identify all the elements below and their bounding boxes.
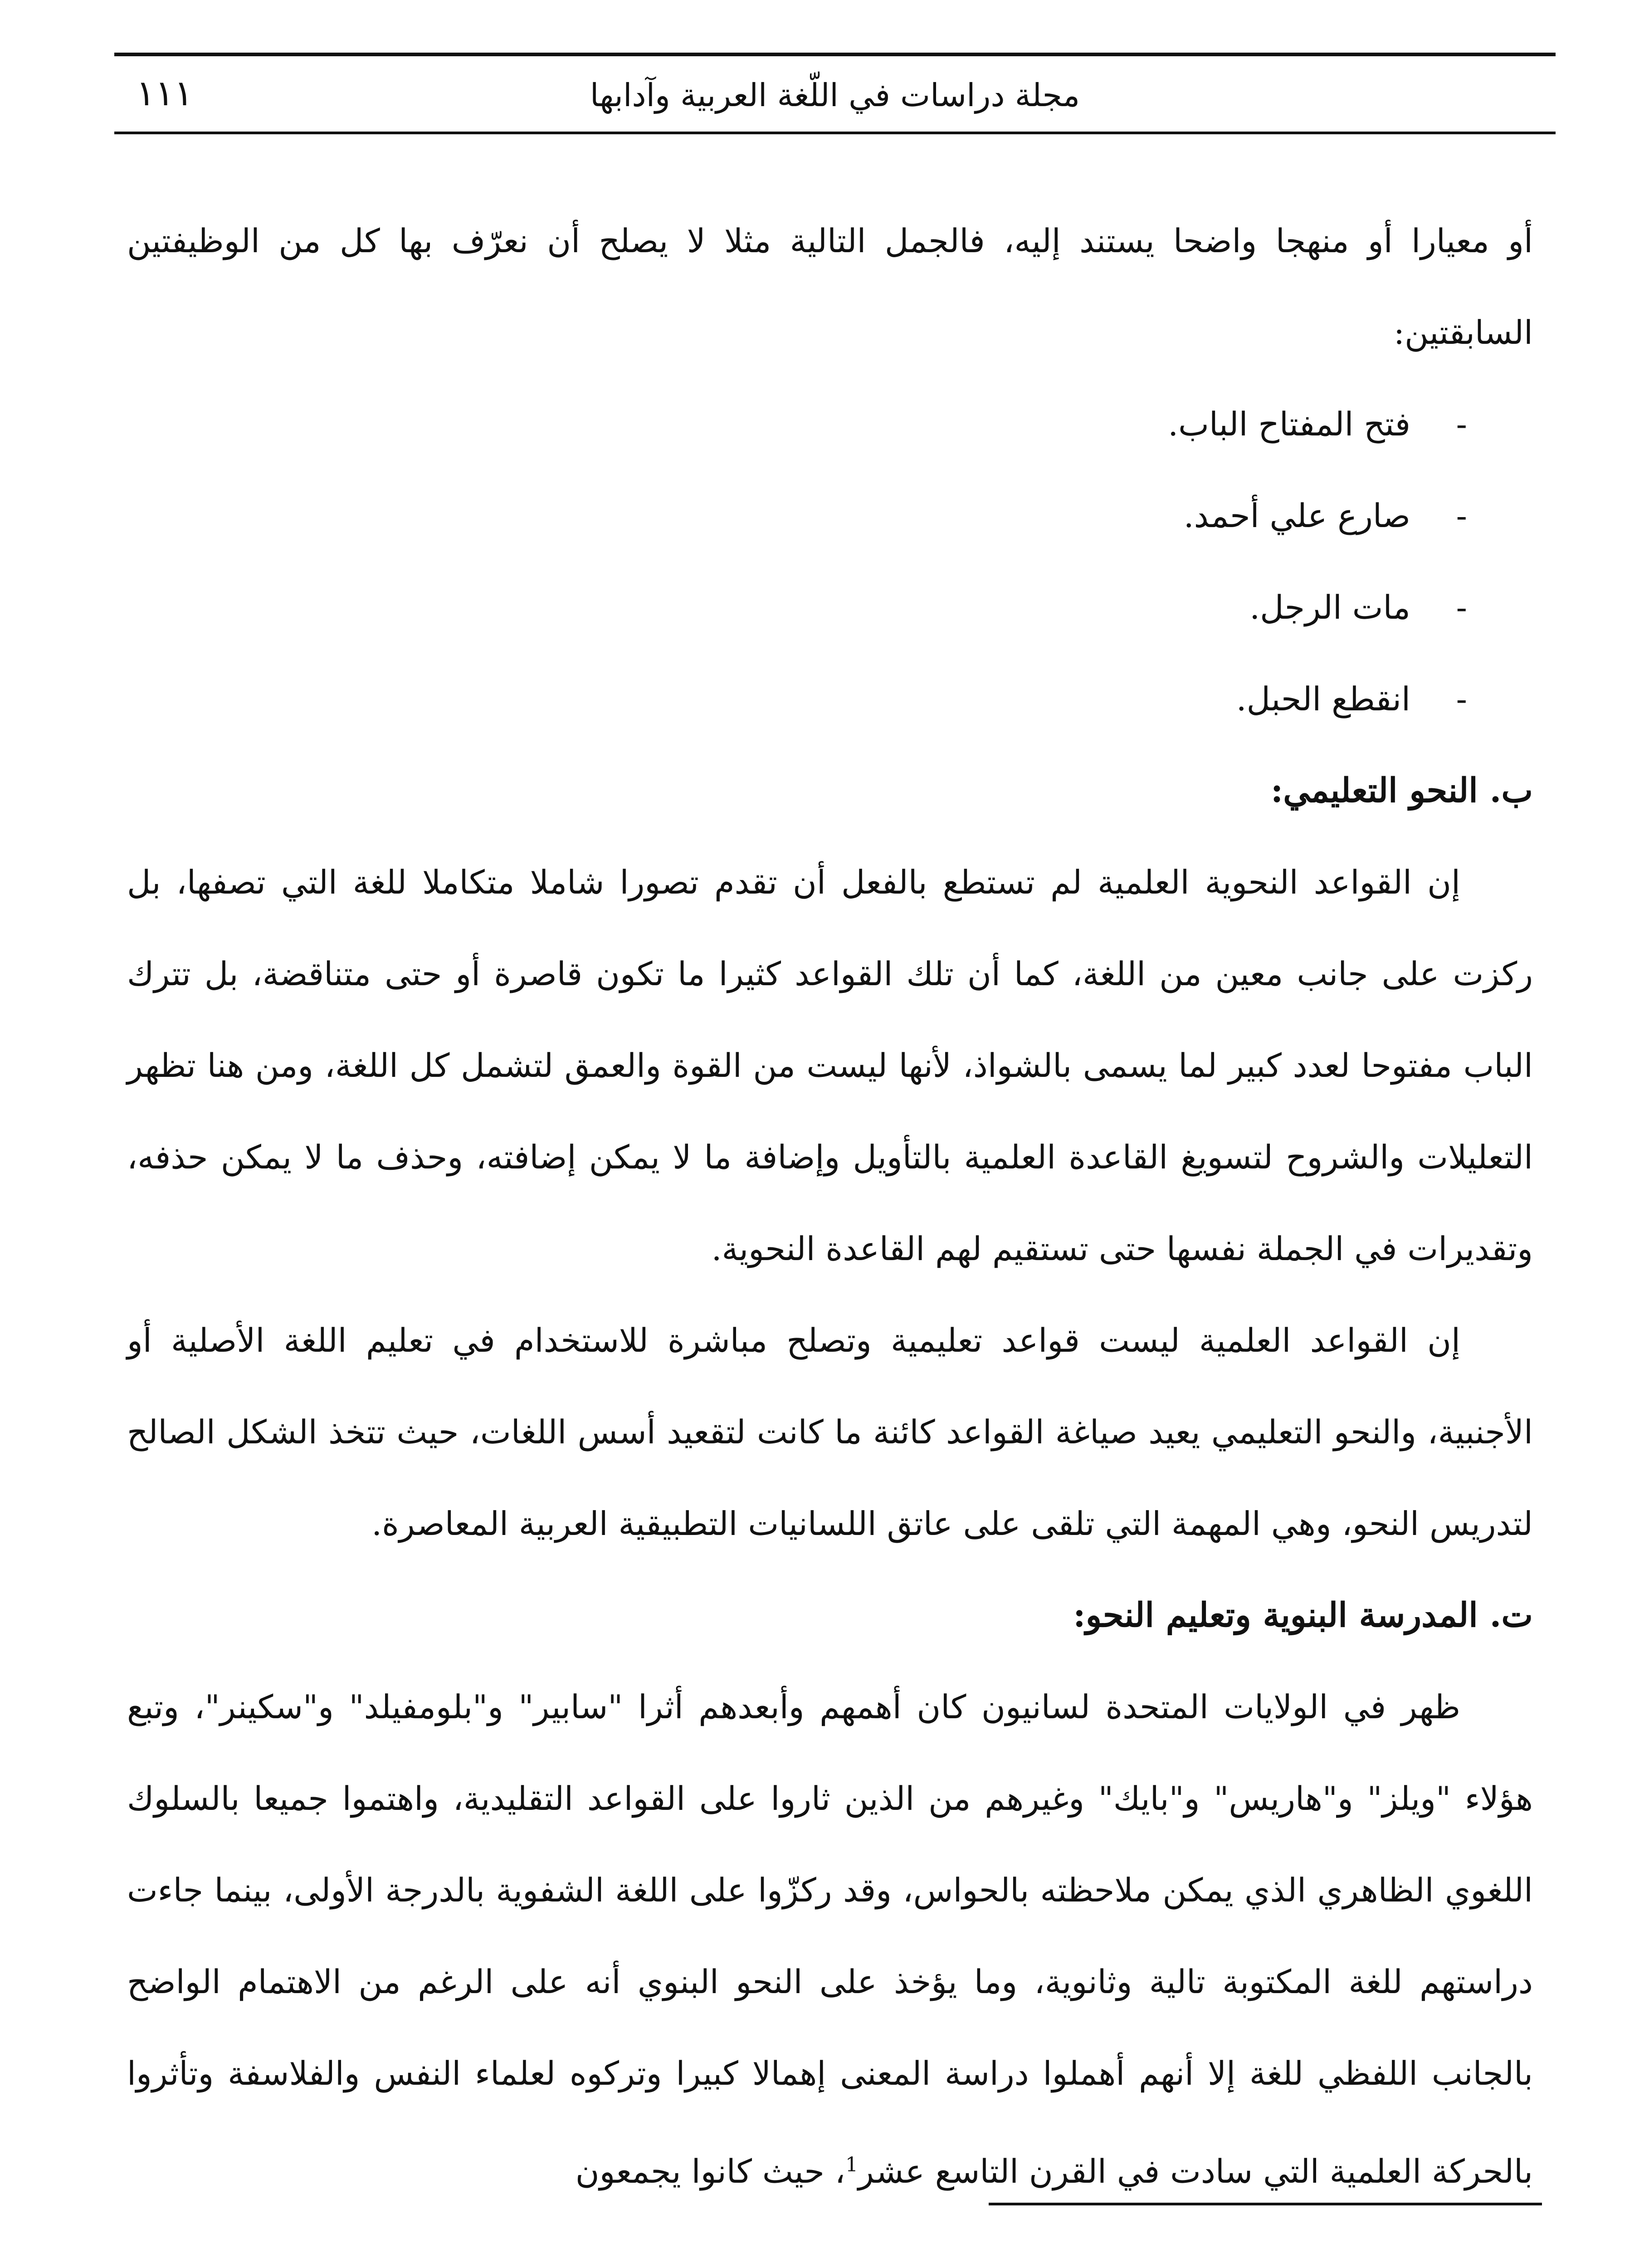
example-sentence xyxy=(127,653,1467,745)
dash-marker: - xyxy=(1456,405,1467,443)
section-b-paragraph-2: إن القواعد العلمية ليست قواعد تعليمية وتصلح مباشرة للاستخدام في تعليم اللغة الأصلية أو الأجنبية، والنحو التعليمي يعيد صياغة القواعد كائنة ما كانت لتقعيد أسس اللغات، حيث تتخذ الشكل الصالح لتدريس النحو، وهي المهمة التي تلقى على عاتق اللسانيات التطبيقية العربية المعاصرة. xyxy=(127,1321,1533,1543)
section-t-heading: ت. المدرسة البنوية وتعليم النحو: xyxy=(1073,1596,1533,1635)
journal-title: مجلة دراسات في اللّغة العربية وآدابها xyxy=(590,77,1080,114)
footnote-separator xyxy=(989,2203,1542,2205)
example-sentence xyxy=(127,378,1467,470)
dash-marker: - xyxy=(1456,680,1467,718)
section-t-paragraph-1 xyxy=(127,1661,1533,2217)
dash-marker: - xyxy=(1456,497,1467,535)
header-top-rule xyxy=(114,53,1556,56)
intro-paragraph: أو معيارا أو منهجا واضحا يستند إليه، فالجمل التالية مثلا لا يصلح أن نعرّف بها كل من الوظيفتين السابقتين: xyxy=(127,222,1533,352)
page-body xyxy=(127,195,1533,2217)
header-bottom-rule xyxy=(114,132,1556,134)
dash-marker: - xyxy=(1456,588,1467,626)
example-text: انقطع الحبل. xyxy=(1236,680,1410,718)
footnote-reference: 1 xyxy=(845,2153,858,2176)
section-b-heading: ب. النحو التعليمي: xyxy=(1270,771,1533,810)
example-text: صارع علي أحمد. xyxy=(1183,497,1410,535)
section-t-paragraph-tail: ، حيث كانوا يجمعون xyxy=(575,2152,845,2190)
section-b-paragraph-1: إن القواعد النحوية العلمية لم تستطع بالفعل أن تقدم تصورا شاملا متكاملا للغة التي تصفها، بل ركزت على جانب معين من اللغة، كما أن تلك القواعد كثيرا ما تكون قاصرة أو حتى متناقضة، بل تترك الباب مفتوحا لعدد كبير لما يسمى بالشواذ، لأنها ليست من القوة والعمق لتشمل كل اللغة، ومن هنا تظهر التعليلات والشروح لتسويغ القاعدة العلمية بالتأويل وإضافة ما لا يمكن إضافته، وحذف ما لا يمكن حذفه، وتقديرات في الجملة نفسها حتى تستقيم لهم القاعدة النحوية. xyxy=(127,863,1533,1268)
page-number: ١١١ xyxy=(136,73,193,114)
section-t-paragraph-text: ظهر في الولايات المتحدة لسانيون كان أهمهم وأبعدهم أثرا "سابير" و"بلومفيلد" و"سكينر"، وتبع هؤلاء "ويلز" و"هاريس" و"بايك" وغيرهم من الذين ثاروا على القواعد التقليدية، واهتموا جميعا بالسلوك اللغوي الظاهري الذي يمكن ملاحظته بالحواس، وقد ركزّوا على اللغة الشفوية بالدرجة الأولى، بينما جاءت دراستهم للغة المكتوبة تالية وثانوية، وما يؤخذ على النحو البنوي أنه على الرغم من الاهتمام الواضح بالجانب اللفظي للغة إلا أنهم أهملوا دراسة المعنى إهمالا كبيرا وتركوه لعلماء النفس والفلاسفة وتأثروا بالحركة العلمية التي سادت في القرن التاسع عشر xyxy=(127,1688,1533,2190)
example-text: مات الرجل. xyxy=(1249,588,1410,626)
example-sentence xyxy=(127,470,1467,562)
example-sentence xyxy=(127,562,1467,653)
example-sentences-list xyxy=(127,378,1533,745)
example-text: فتح المفتاح الباب. xyxy=(1168,405,1410,443)
